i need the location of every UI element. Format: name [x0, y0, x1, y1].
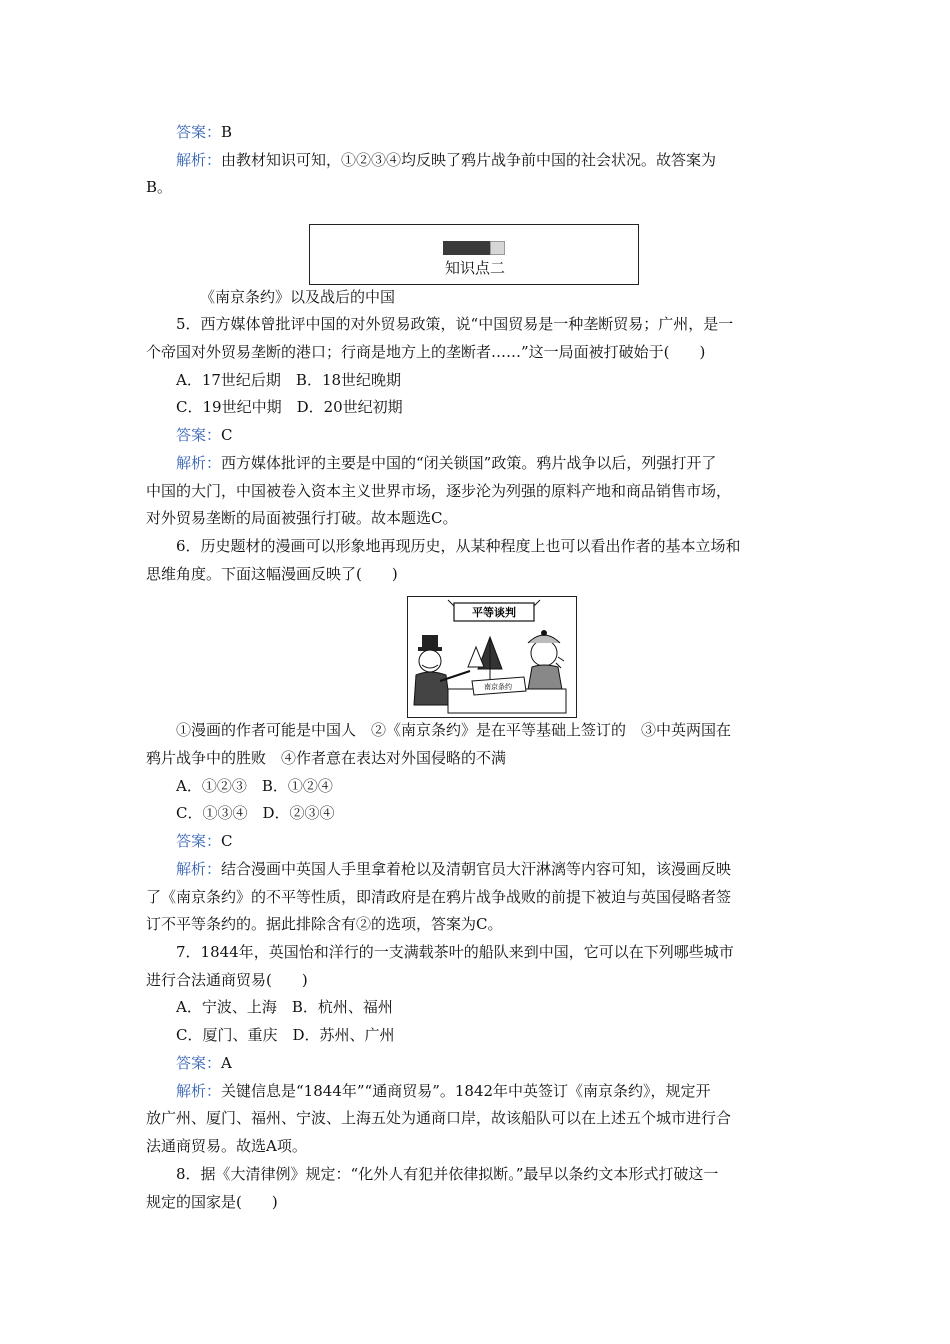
answer-value: B [221, 123, 233, 141]
q8-stem-line1: 8．据《大清律例》规定：“化外人有犯并依律拟断。”最早以条约文本形式打破这一 [176, 1165, 719, 1183]
analysis-label: 解析： [176, 151, 222, 169]
answer-value: C [221, 426, 233, 444]
analysis-text: 西方媒体批评的主要是中国的“闭关锁国”政策。鸦片战争以后，列强打开了 [221, 454, 717, 472]
analysis-text: 结合漫画中英国人手里拿着枪以及清朝官员大汗淋漓等内容可知，该漫画反映 [221, 860, 732, 878]
analysis-label: 解析： [176, 454, 222, 472]
q6-statements-line1: ①漫画的作者可能是中国人 ②《南京条约》是在平等基础上签订的 ③中英两国在 [176, 721, 732, 739]
q6-analysis-line2: 了《南京条约》的不平等性质，即清政府是在鸦片战争战败的前提下被迫与英国侵略者签 [146, 888, 732, 906]
answer-label: 答案： [176, 1054, 222, 1072]
q7-stem-line2: 进行合法通商贸易( ) [146, 971, 308, 989]
q6-statements-line2: 鸦片战争中的胜败 ④作者意在表达对外国侵略的不满 [146, 749, 507, 767]
cartoon-drawing [408, 597, 576, 717]
q6-options-line2: C．①③④ D．②③④ [176, 804, 335, 822]
q7-options-line2: C．厦门、重庆 D．苏州、广州 [176, 1026, 395, 1044]
cartoon-banner-text: 平等谈判 [472, 606, 516, 619]
cartoon-illustration [407, 596, 577, 718]
analysis-text: 关键信息是“1844年”“通商贸易”。1842年中英签订《南京条约》，规定开 [221, 1082, 711, 1100]
cartoon-document-text: 南京条约 [484, 683, 512, 691]
q5-stem-line1: 5．西方媒体曾批评中国的对外贸易政策，说“中国贸易是一种垄断贸易；广州，是一 [176, 315, 734, 333]
section-subtitle: 《南京条约》以及战后的中国 [200, 288, 396, 306]
q5-answer [176, 425, 233, 445]
q5-analysis-line1 [176, 453, 716, 473]
q4-analysis-line1 [176, 150, 716, 170]
section-header-bar-icon [443, 241, 505, 255]
analysis-label: 解析： [176, 860, 222, 878]
q7-analysis-line2: 放广州、厦门、福州、宁波、上海五处为通商口岸，故该船队可以在上述五个城市进行合 [146, 1109, 732, 1127]
q7-analysis-line1 [176, 1081, 711, 1101]
q5-options-line1: A．17世纪后期 B．18世纪晚期 [176, 371, 402, 389]
q7-stem-line1: 7．1844年，英国怡和洋行的一支满载茶叶的船队来到中国，它可以在下列哪些城市 [176, 943, 734, 961]
q6-analysis-line3: 订不平等条约的。据此排除含有②的选项，答案为C。 [146, 915, 503, 933]
q6-answer [176, 831, 233, 851]
answer-value: A [221, 1054, 232, 1072]
q6-stem-line1: 6．历史题材的漫画可以形象地再现历史，从某种程度上也可以看出作者的基本立场和 [176, 537, 741, 555]
q6-analysis-line1 [176, 859, 731, 879]
q7-answer [176, 1053, 232, 1073]
analysis-label: 解析： [176, 1082, 222, 1100]
q5-analysis-line2: 中国的大门，中国被卷入资本主义世界市场，逐步沦为列强的原料产地和商品销售市场， [146, 482, 732, 500]
q6-stem-line2: 思维角度。下面这幅漫画反映了( ) [146, 565, 398, 583]
answer-label: 答案： [176, 426, 222, 444]
answer-label: 答案： [176, 832, 222, 850]
q7-options-line1: A．宁波、上海 B．杭州、福州 [176, 998, 393, 1016]
q7-analysis-line3: 法通商贸易。故选A项。 [146, 1137, 307, 1155]
analysis-text: 由教材知识可知，①②③④均反映了鸦片战争前中国的社会状况。故答案为 [221, 151, 717, 169]
q4-analysis-line2: B。 [146, 178, 173, 196]
q5-options-line2: C．19世纪中期 D．20世纪初期 [176, 398, 403, 416]
answer-label: 答案： [176, 123, 222, 141]
section-title: 知识点二 [444, 259, 505, 277]
q5-stem-line2: 个帝国对外贸易垄断的港口；行商是地方上的垄断者……”这一局面被打破始于( ) [146, 343, 706, 361]
q8-stem-line2: 规定的国家是( ) [146, 1193, 278, 1211]
q4-answer [176, 122, 232, 142]
answer-value: C [221, 832, 233, 850]
q6-options-line1: A．①②③ B．①②④ [176, 777, 333, 795]
q5-analysis-line3: 对外贸易垄断的局面被强行打破。故本题选C。 [146, 509, 458, 527]
